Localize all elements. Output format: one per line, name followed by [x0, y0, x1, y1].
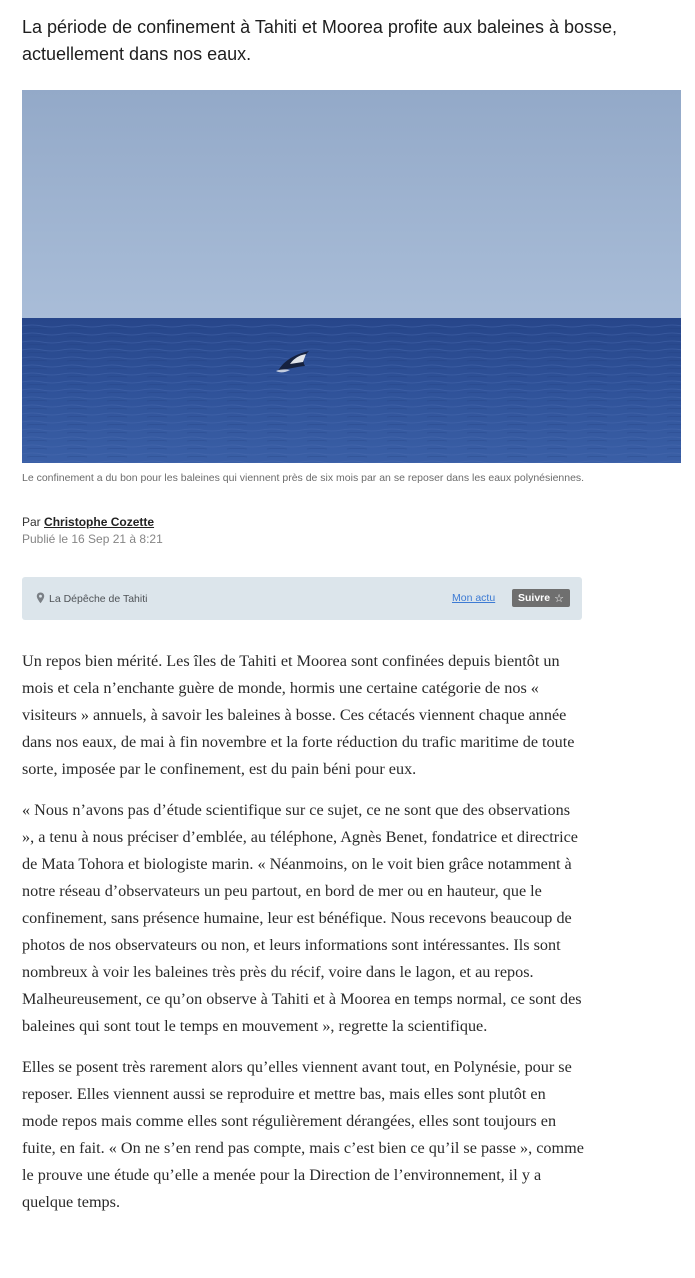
article-body — [22, 648, 585, 1230]
article-photo — [22, 90, 681, 463]
my-news-link[interactable]: Mon actu — [452, 592, 496, 604]
map-pin-icon — [36, 592, 45, 604]
byline-prefix: Par — [22, 515, 41, 529]
follow-button[interactable] — [512, 589, 570, 607]
follow-button-label: Suivre — [518, 592, 551, 604]
article-paragraph: « Nous n’avons pas d’étude scientifique sur ce sujet, ce ne sont que des observations », a tenu à nous préciser d’emblée, au téléphone, Agnès Benet, fondatrice et directrice de Mata Tohora et biologiste marin. « Néanmoins, on le voit bien grâce notamment à notre réseau d’observateurs un peu partout, en bord de mer ou en hauteur, que le confinement, sans présence humaine, leur est bénéfique. Nous recevons beaucoup de photos de nos observateurs ou non, et leurs informations sont intéressantes. Ils sont nombreux à voir les baleines très près du récif, voire dans le lagon, et au repos. Malheureusement, ce qu’on observe à Tahiti et à Moorea en temps normal, ce sont des baleines qui sont tout le temps en mouvement », regrette la scientifique. — [22, 801, 582, 1035]
article-lede: La période de confinement à Tahiti et Moorea profite aux baleines à bosse, actuellement dans nos eaux. — [22, 17, 618, 64]
follow-bar — [22, 577, 582, 620]
photo-caption: Le confinement a du bon pour les baleines qui viennent près de six mois par an se reposer dans les eaux polynésiennes. — [22, 472, 585, 484]
star-outline-icon: ☆ — [554, 591, 564, 605]
byline — [22, 514, 154, 531]
publish-date: Publié le 16 Sep 21 à 8:21 — [22, 532, 163, 546]
article-paragraph: Un repos bien mérité. Les îles de Tahiti et Moorea sont confinées depuis bientôt un mois et cela n’enchante guère de monde, hormis une certaine catégorie de nos « visiteurs » annuels, à savoir les baleines à bosse. Ces cétacés viennent chaque année dans nos eaux, de mai à fin novembre et la forte réduction du trafic maritime de toute sorte, imposée par le confinement, est du pain béni pour eux. — [22, 652, 575, 778]
source-label: La Dépêche de Tahiti — [49, 593, 148, 605]
author-link[interactable]: Christophe Cozette — [44, 515, 155, 529]
article-paragraph: Elles se posent très rarement alors qu’elles viennent avant tout, en Polynésie, pour se reposer. Elles viennent aussi se reproduire et mettre bas, mais elles sont plutôt en mode repos mais comme elles sont régulièrement dérangées, elles sont toujours en fuite, en fait. « On ne s’en rend pas compte, mais c’est bien ce qu’il se passe », comme le prouve une étude qu’elle a menée pour la Direction de l’environnement, il y a quelque temps. — [22, 1058, 584, 1211]
